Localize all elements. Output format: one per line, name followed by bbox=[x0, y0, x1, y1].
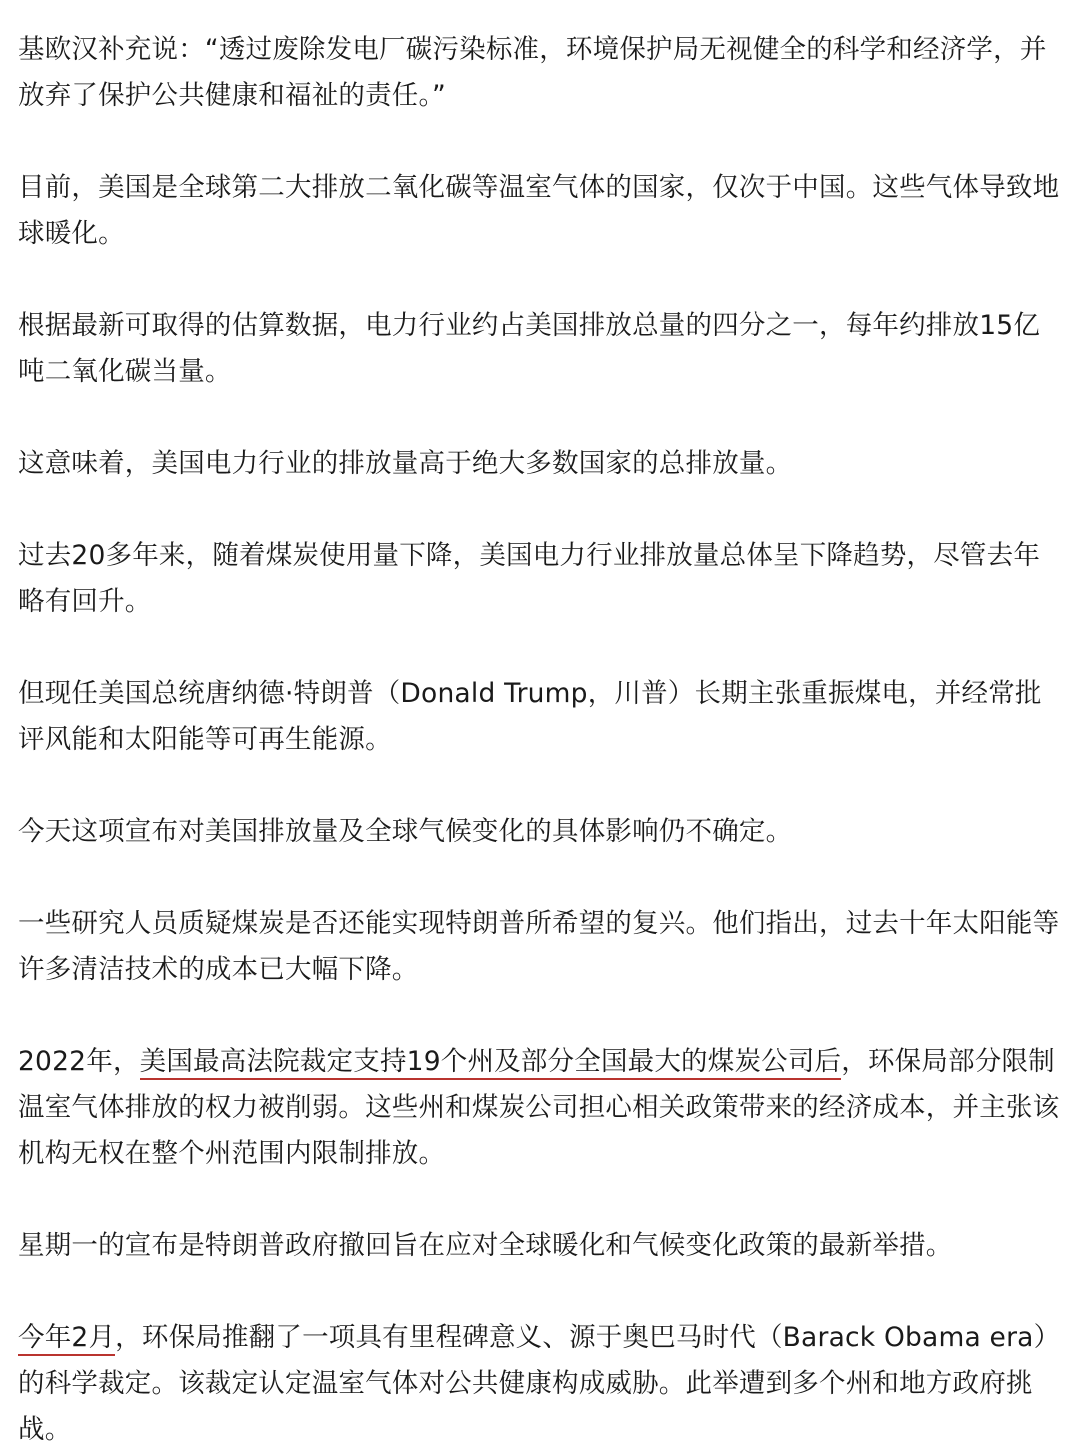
article-body bbox=[0, 27, 1080, 1453]
paragraph-researchers: 一些研究人员质疑煤炭是否还能实现特朗普所希望的复兴。他们指出，过去十年太阳能等许多清洁技术的成本已大幅下降。 bbox=[18, 908, 1060, 985]
paragraph-emissions-rank: 目前，美国是全球第二大排放二氧化碳等温室气体的国家，仅次于中国。这些气体导致地球暖化。 bbox=[18, 172, 1060, 249]
february-link[interactable]: 今年2月 bbox=[18, 1322, 115, 1356]
paragraph-supreme-court bbox=[18, 1039, 1060, 1177]
paragraph-trend: 过去20多年来，随着煤炭使用量下降，美国电力行业排放量总体呈下降趋势，尽管去年略有回升。 bbox=[18, 540, 1041, 617]
supreme-court-ruling-link[interactable]: 美国最高法院裁定支持19个州及部分全国最大的煤炭公司后 bbox=[140, 1046, 842, 1080]
paragraph-comparison: 这意味着，美国电力行业的排放量高于绝大多数国家的总排放量。 bbox=[18, 448, 793, 479]
text-segment: ，环保局推翻了一项具有里程碑意义、源于奥巴马时代（Barack Obama era）的科学裁定。该裁定认定温室气体对公共健康构成威胁。此举遭到多个州和地方政府挑战。 bbox=[18, 1322, 1048, 1445]
text-segment: ，环保局部分限制温室气体排放的权力被削弱。这些州和煤炭公司担心相关政策带来的经济成本，并主张该机构无权在整个州范围内限制排放。 bbox=[18, 1046, 1060, 1169]
paragraph-latest-move: 星期一的宣布是特朗普政府撤回旨在应对全球暖化和气候变化政策的最新举措。 bbox=[18, 1230, 953, 1261]
paragraph-endangerment-finding bbox=[18, 1315, 1060, 1453]
paragraph-power-sector-share: 根据最新可取得的估算数据，电力行业约占美国排放总量的四分之一，每年约排放15亿吨二氧化碳当量。 bbox=[18, 310, 1041, 387]
paragraph-quote: 基欧汉补充说：“透过废除发电厂碳污染标准，环境保护局无视健全的科学和经济学，并放弃了保护公共健康和福祉的责任。” bbox=[18, 34, 1047, 111]
paragraph-trump-coal: 但现任美国总统唐纳德·特朗普（Donald Trump，川普）长期主张重振煤电，并经常批评风能和太阳能等可再生能源。 bbox=[18, 678, 1042, 755]
paragraph-uncertain-impact: 今天这项宣布对美国排放量及全球气候变化的具体影响仍不确定。 bbox=[18, 816, 793, 847]
text-segment: 2022年， bbox=[18, 1046, 140, 1077]
